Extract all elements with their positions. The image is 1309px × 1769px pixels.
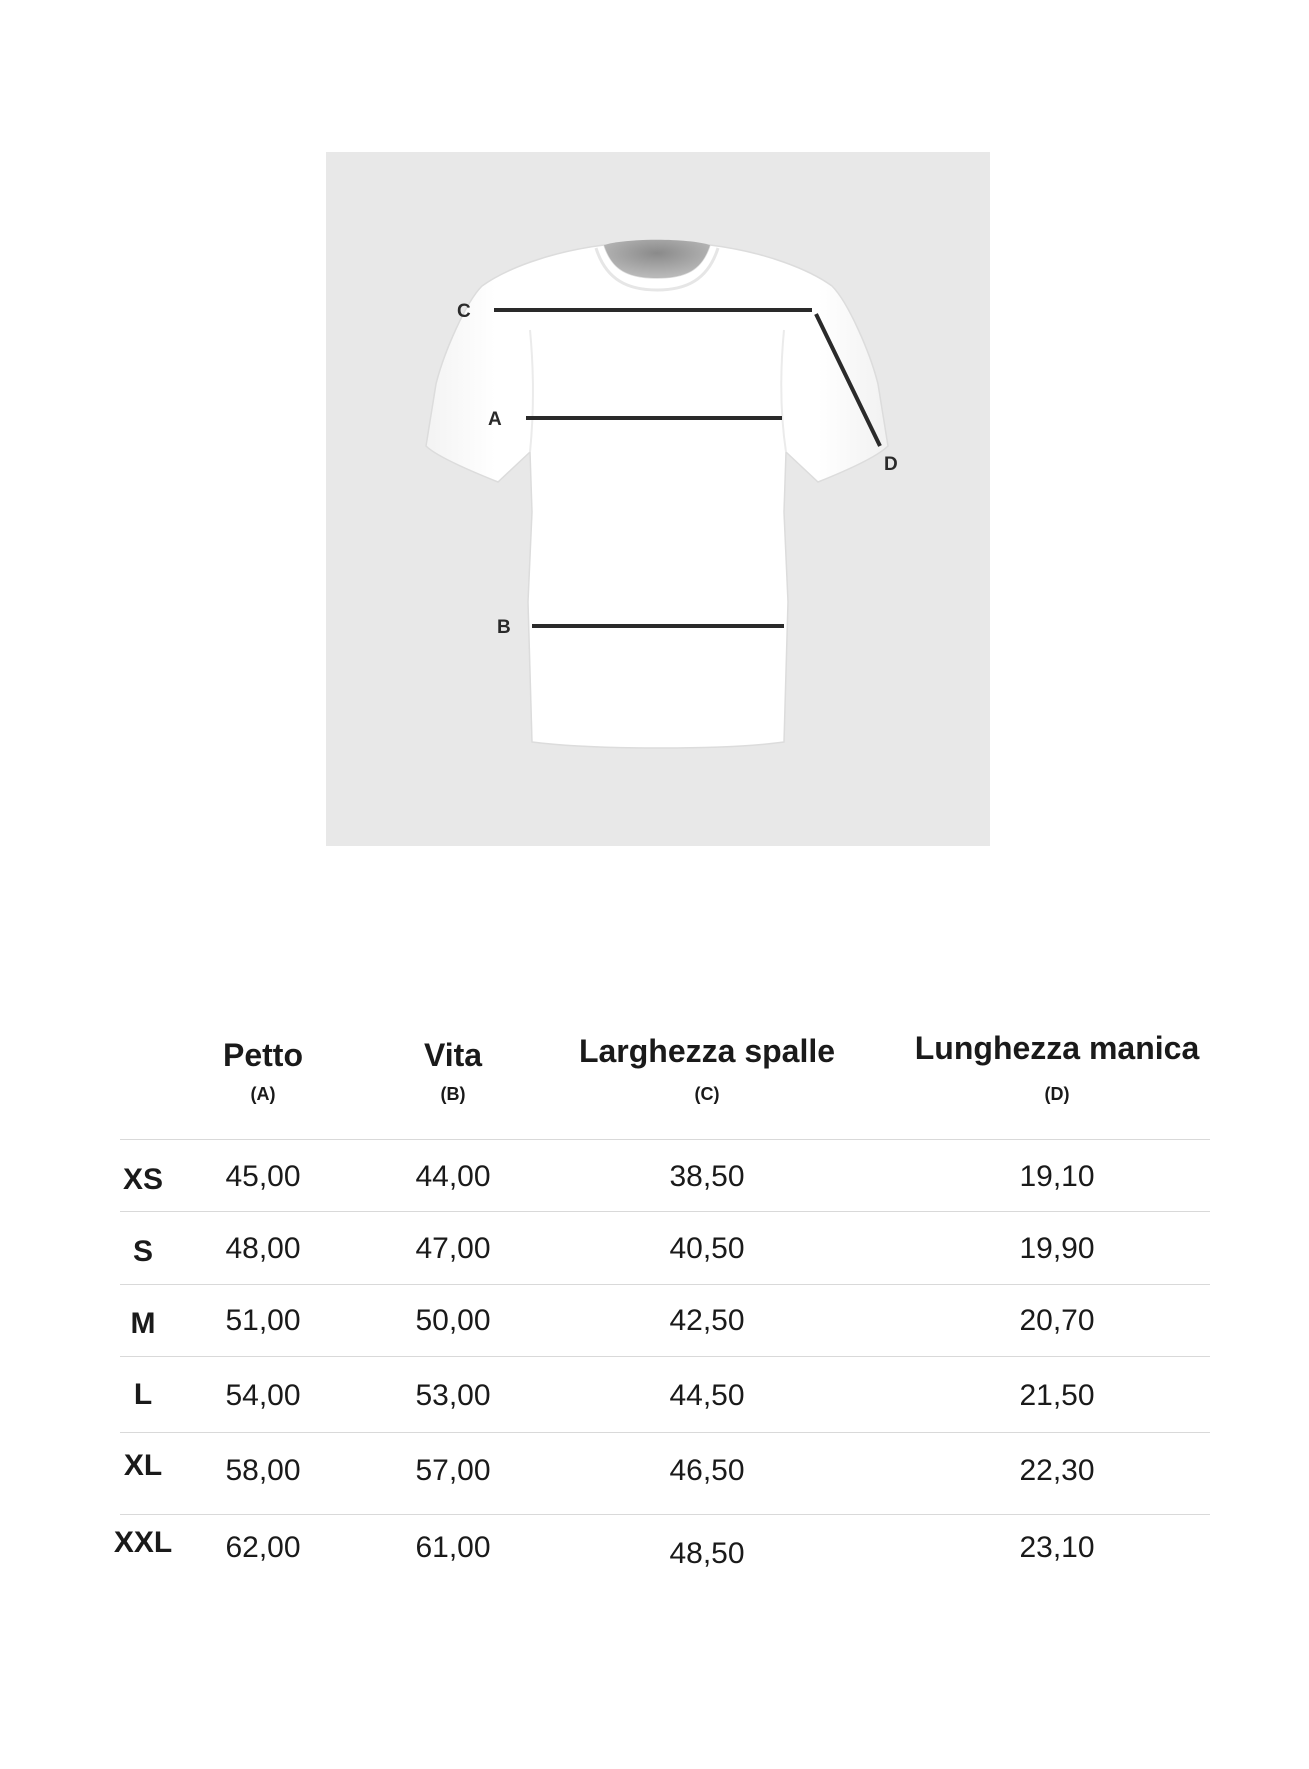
row-divider (120, 1356, 1210, 1357)
row-divider (120, 1211, 1210, 1212)
size-label: L (133, 1378, 153, 1411)
value-waist: 47,00 (415, 1232, 491, 1265)
value-chest: 54,00 (225, 1379, 301, 1412)
header-name: Petto (223, 1037, 303, 1073)
tshirt-illustration (326, 152, 990, 846)
label-c: C (457, 301, 471, 322)
header-name: Lunghezza manica (914, 1030, 1200, 1066)
size-label: M (130, 1307, 156, 1340)
size-label: S (132, 1235, 154, 1268)
value-chest: 45,00 (225, 1160, 301, 1193)
row-divider (120, 1514, 1210, 1515)
label-a: A (488, 409, 502, 430)
header-name: Vita (423, 1037, 483, 1073)
size-label: XS (122, 1163, 164, 1196)
value-shoulder-width: 44,50 (669, 1379, 745, 1412)
value-shoulder-width: 40,50 (669, 1232, 745, 1265)
header-code: (B) (440, 1084, 466, 1104)
header-code: (C) (694, 1084, 720, 1104)
header-name: Larghezza spalle (578, 1033, 836, 1069)
value-waist: 61,00 (415, 1531, 491, 1564)
label-d: D (884, 454, 898, 475)
value-sleeve-length: 21,50 (1019, 1379, 1095, 1412)
value-waist: 53,00 (415, 1379, 491, 1412)
header-shoulder-width (579, 1033, 835, 1105)
tshirt-diagram (326, 152, 990, 846)
value-chest: 58,00 (225, 1454, 301, 1487)
header-code: (A) (250, 1084, 276, 1104)
value-sleeve-length: 19,90 (1019, 1232, 1095, 1265)
row-divider (120, 1139, 1210, 1140)
value-waist: 57,00 (415, 1454, 491, 1487)
value-chest: 48,00 (225, 1232, 301, 1265)
header-sleeve-length (915, 1030, 1200, 1105)
value-shoulder-width: 42,50 (669, 1304, 745, 1337)
value-chest: 62,00 (225, 1531, 301, 1564)
header-waist (424, 1037, 482, 1105)
row-divider (120, 1432, 1210, 1433)
value-shoulder-width: 38,50 (669, 1160, 745, 1193)
value-sleeve-length: 22,30 (1019, 1454, 1095, 1487)
value-sleeve-length: 20,70 (1019, 1304, 1095, 1337)
value-waist: 50,00 (415, 1304, 491, 1337)
value-sleeve-length: 23,10 (1019, 1531, 1095, 1564)
row-divider (120, 1284, 1210, 1285)
value-shoulder-width: 48,50 (669, 1537, 745, 1570)
value-sleeve-length: 19,10 (1019, 1160, 1095, 1193)
label-b: B (497, 617, 511, 638)
value-waist: 44,00 (415, 1160, 491, 1193)
size-label: XXL (113, 1526, 173, 1559)
value-shoulder-width: 46,50 (669, 1454, 745, 1487)
value-chest: 51,00 (225, 1304, 301, 1337)
header-chest (223, 1037, 303, 1105)
size-label: XL (123, 1449, 163, 1482)
header-code: (D) (1044, 1084, 1070, 1104)
